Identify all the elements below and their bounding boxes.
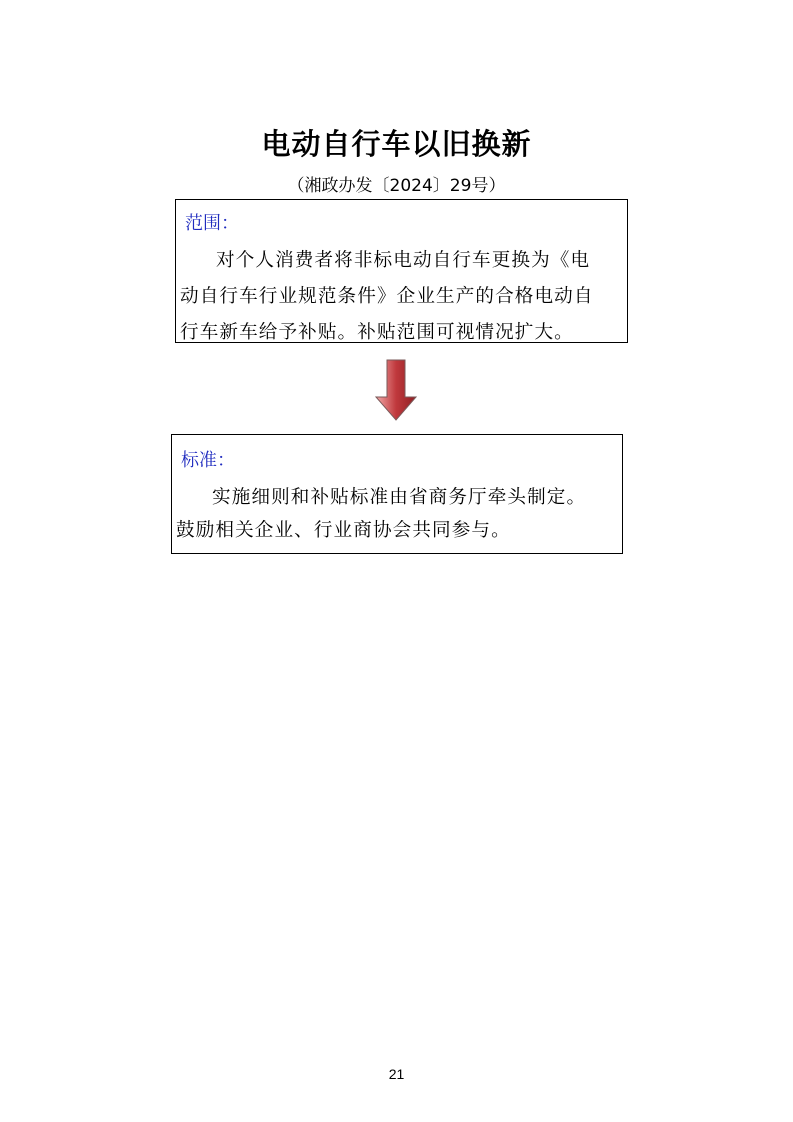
scope-line: 动自行车行业规范条件》企业生产的合格电动自: [180, 286, 594, 307]
document-title: 电动自行车以旧换新: [261, 127, 532, 161]
standard-box: [171, 434, 623, 554]
page-number: 21: [388, 1066, 405, 1082]
down-arrow-icon: [375, 359, 417, 421]
standard-line: 鼓励相关企业、行业商协会共同参与。: [176, 520, 511, 541]
standard-line: 实施细则和补贴标准由省商务厅牵头制定。: [212, 487, 587, 508]
scope-box: [175, 199, 628, 343]
scope-line: 对个人消费者将非标电动自行车更换为《电: [216, 250, 591, 271]
scope-label: 范围：: [185, 213, 239, 234]
standard-label: 标准：: [181, 450, 235, 471]
scope-text: [180, 243, 594, 351]
document-subtitle: （湘政办发〔2024〕29号）: [287, 176, 506, 196]
standard-text: [176, 481, 586, 547]
scope-line: 行车新车给予补贴。补贴范围可视情况扩大。: [180, 322, 574, 343]
